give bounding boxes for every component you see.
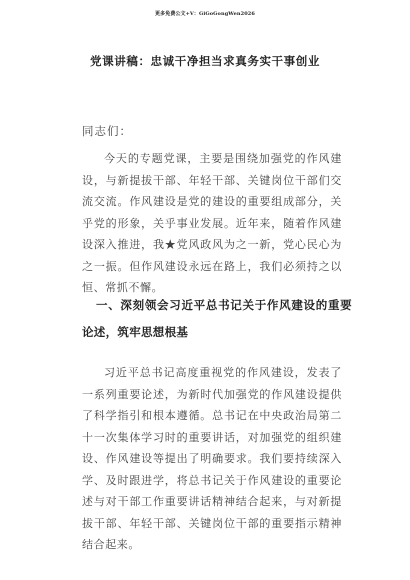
header-watermark: 更多免费公文+V：GiGoGongWen2026 [155, 11, 255, 17]
document-title: 党课讲稿：忠诚干净担当求真务实干事创业 [90, 54, 320, 68]
salutation: 同志们： [82, 124, 132, 138]
section-heading-1: 一、深刻领会习近平总书记关于作风建设的重要论述，筑牢思想根基 [82, 298, 352, 339]
paragraph-intro: 今天的专题党课，主要是围绕加强党的作风建设，与新提拔干部、年轻干部、关键岗位干部们交流交流。作风建设是党的建设的重要组成部分，关乎党的形象，关乎事业发展。近年来，随着作风建设深入推进，我★党风政风为之一新，党心民心为之一振。但作风建设永远在路上，我们必须持之以恒、常抓不懈。 [82, 152, 342, 294]
paragraph-section-1: 习近平总书记高度重视党的作风建设，发表了一系列重要论述，为新时代加强党的作风建设提供了科学指引和根本遵循。总书记在中央政治局第二十一次集体学习时的重要讲话，对加强党的组织建设、作风建设等提出了明确要求。我们要持续深入学、及时跟进学，将总书记关于作风建设的重要论述与对干部工作重要讲话精神结合起来，与对新提拔干部、年轻干部、关键岗位干部的重要指示精神结合起来。 [82, 366, 342, 551]
